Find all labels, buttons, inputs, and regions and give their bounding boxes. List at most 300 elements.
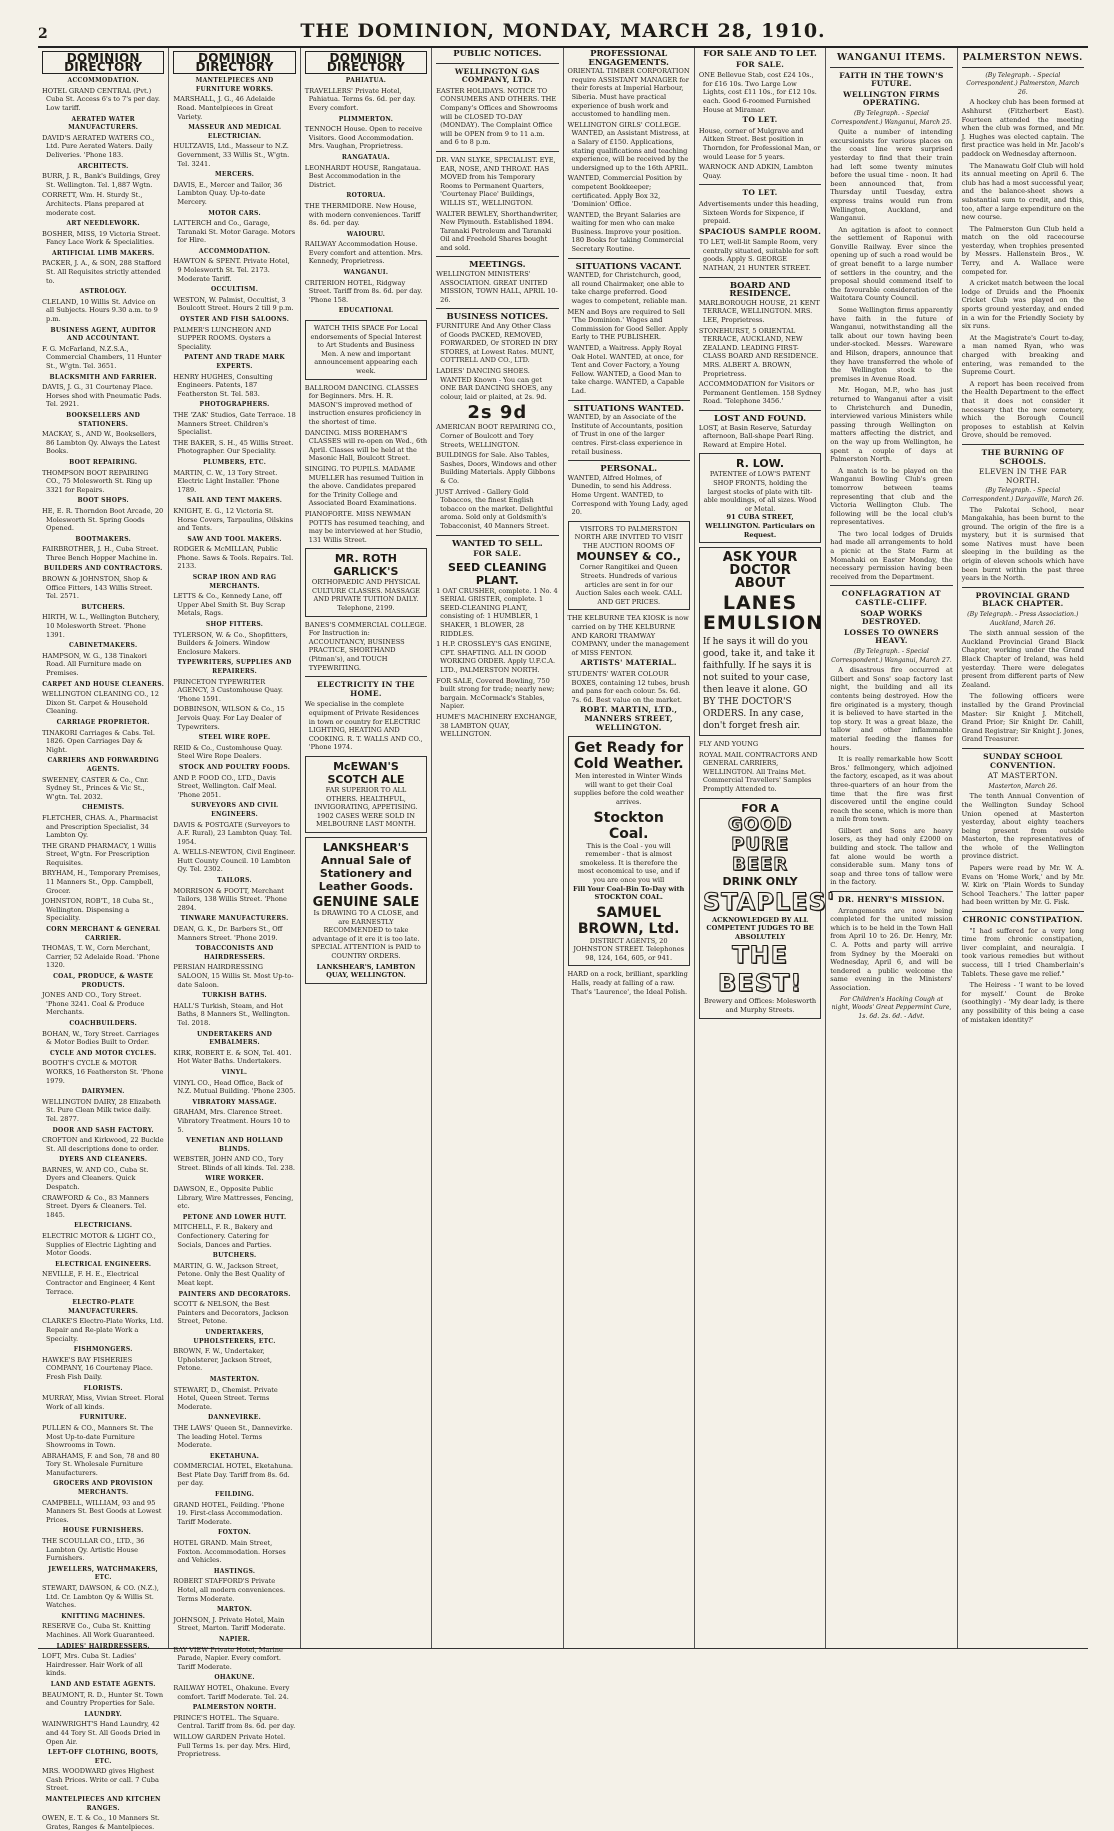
advert-mounsey (568, 521, 690, 611)
directory-entry: SWEENEY, CASTER & Co., Cnr. Sydney St., Princes & Vic St., W'gtn. Tel. 2032. (42, 775, 149, 801)
public-notices-column (432, 48, 563, 1648)
article-paragraph: Some Wellington firms apparently have faith in the future of Wanganui, notwithstanding all the talk about our town having been under-stocked. Messrs. Wareware and Hilson, drapers, announce that they have transferred the whole of the Wellington stock to the premises in Avenue Road. (830, 306, 953, 383)
notice-gas-company: EASTER HOLIDAYS. NOTICE TO CONSUMERS AND OTHERS. THE Company's Offices and Showrooms will be CLOSED TO-DAY (MONDAY). The Complaint Office will be OPEN from 9 to 11 a.m. and 6 to 8 p.m. (436, 86, 558, 147)
ad-situations-wanted: WANTED, by an Associate of the Institute of Accountants, position of Trust in one of the larger centres. First-class experience in retail business. (567, 413, 683, 456)
directory-entry: WEBSTER, JOHN AND CO., Tory Street. Blinds of all kinds. Tel. 238. (173, 1155, 296, 1172)
advert-ballroom: BALLROOM DANCING. CLASSES for Beginners. Mrs. H. R. MASON'S improved method of instruction ensures proficiency in the shortest of time. (304, 383, 422, 426)
directory-entry: WESTON, W. Palmist, Occultist, 3 Boulcott Street. Hours 2 till 9 p.m. (173, 295, 294, 313)
article-paragraph: The following officers were installed by the Grand Provincial Master: Sir Knight J. Mitchell, Grand Prior; Sir Knight Dr. Cahill, Grand Registrar; Sir Knight J. Jones, Grand Treasurer. (961, 692, 1084, 744)
article-paragraph: The two local lodges of Druids had made all arrangements to hold a picnic at the State Farm at Momahaki on Easter Monday, the necessary permission having been received from the Department. (830, 529, 953, 581)
article-paragraph: A report has been received from the Health Department to the effect that it does not consider it necessary that the new cemetery, which the Borough Council proposes to establish at Kelvin Grove, should be removed. (961, 379, 1084, 440)
directory-section-heading: UNDERTAKERS, UPHOLSTERERS, ETC. (193, 1328, 276, 1345)
article-subheadline: ELEVEN IN THE FAR NORTH. (978, 467, 1067, 485)
directory-entry: WELLINGTON CLEANING CO., 12 Dixon St. Carpet & Household Cleaning. (42, 690, 159, 716)
directory-section-heading: KNITTING MACHINES. (61, 1612, 146, 1620)
directory-entry: PALMER'S LUNCHEON AND SUPPER ROOMS. Oysters a Speciality. (173, 325, 272, 351)
directory-section-heading: BUTCHERS. (212, 1252, 257, 1260)
directory-section-heading: MANTELPIECES AND KITCHEN RANGES. (45, 1796, 161, 1812)
directory-section-heading: ACCOMMODATION. (67, 77, 139, 85)
directory-section-heading: PETONE AND LOWER HUTT. (182, 1213, 287, 1221)
directory-section-heading: ARCHITECTS. (77, 162, 129, 170)
ad-accommodation: ACCOMMODATION for Visitors or Permanent Gentlemen. 158 Sydney Road. 'Telephone 3456.' (698, 380, 822, 406)
directory-entry: DAVIS, E., Mercer and Tailor, 36 Lambton Quay. Up-to-date Mercery. (173, 180, 283, 206)
article-dateline: (By Telegraph. - Special Correspondent.) Dargaville, March 26. (961, 487, 1084, 503)
article-paragraph: Gilbert and Sons are heavy losers, as they had only £2000 on building and stock. The tallow and fat alone would be worth a considerable sum. Many tons of soap and three tons of tallow were in the factory. (830, 826, 953, 887)
directory-section-heading: FOXTON. (218, 1529, 252, 1537)
ad-polish: HARD on a rock, brilliant, sparkling Halls, ready at falling of a raw. That's 'Laurence', the Ideal Polish. (567, 970, 688, 996)
advert-text: FOR A (741, 801, 779, 815)
directory-entry: SCOTT & NELSON, the Best Painters and Decorators, Jackson Street, Petone. (173, 1300, 289, 1326)
advert-headline: McEWAN'S SCOTCH ALE (327, 759, 405, 786)
palmerston-news-column (958, 48, 1088, 1648)
directory-section-heading: WAIOURU. (346, 230, 386, 238)
article-dateline: Masterton, March 26. (988, 782, 1058, 790)
ad-stonehurst: STONEHURST, 5 ORIENTAL TERRACE, AUCKLAND, NEW ZEALAND. LEADING FIRST-CLASS BOARD AND RESIDENCE. MRS. ALBERT A. BROWN, Proprietress. (698, 326, 819, 378)
advert-headline: ELECTRICITY IN THE HOME. (317, 680, 415, 698)
directory-section-heading: MERCERS. (214, 171, 255, 179)
divider (830, 891, 952, 892)
directory-section-heading: MARTON. (216, 1606, 253, 1614)
price-display: 2s 9d (467, 402, 528, 424)
directory-entry: VINYL CO., Head Office, Back of N.Z. Mutual Building. 'Phone 2305. (173, 1078, 296, 1096)
directory-entry: WELLINGTON DAIRY, 28 Elizabeth St. Pure Clean Milk twice daily. Tel. 2877. (42, 1097, 161, 1123)
advert-stockton-coal (568, 736, 690, 966)
notice-buildings: BUILDINGS for Sale. Also Tables, Sashes, Doors, Windows and other Building Materials. Apply Gibbons & Co. (436, 451, 557, 485)
directory-entry: BOSHER, MISS, 19 Victoria Street. Fancy Lace Work & Specialities. (42, 229, 161, 247)
directory-entry: CRITERION HOTEL, Ridgway Street. Tariff from 8s. 6d. per day. 'Phone 158. (304, 278, 423, 304)
advert-footer: 91 CUBA STREET, WELLINGTON. Particulars on Request. (705, 513, 815, 539)
article-dateline: (By Telegraph. - Press Association.) Auckland, March 26. (967, 611, 1079, 627)
divider (436, 535, 558, 536)
advert-electricity: We specialise in the complete equipment of Private Residences in town or country for ELECTRIC LIGHTING, HEATING AND COOKING. R. T. WALLS AND CO., 'Phone 1974. (304, 700, 423, 752)
advert-roth-garlick (305, 548, 427, 616)
directory-entry: NEVILLE, F. H. E., Electrical Contractor and Engineer, 4 Kent Terrace. (42, 1270, 155, 1296)
directory-heading: DOMINION DIRECTORY (305, 51, 427, 74)
advert-text: Men interested in Winter Winds will want to get their Coal supplies before the cold weather arrives. (573, 772, 684, 806)
directory-entry: JONES AND CO., Tory Street. 'Phone 3241. Coal & Produce Merchants. (42, 991, 145, 1017)
advert-headline: Stockton Coal. (593, 809, 664, 842)
directory-entry: GRAND HOTEL, Feilding. 'Phone 19. First-class Accommodation. Tariff Moderate. (173, 1500, 285, 1526)
advert-text: FAR SUPERIOR TO ALL OTHERS. HEALTHFUL, INVIGORATING, APPETISING. 1902 CASES WERE SOLD IN MELBOURNE LAST MONTH. (314, 785, 418, 829)
directory-entry: DAWSON, E., Opposite Public Library, Wire Mattresses, Fencing, etc. (173, 1185, 294, 1211)
article-headline: WANGANUI ITEMS. (837, 53, 946, 63)
directory-section-heading: DANNEVIRKE. (208, 1414, 262, 1422)
situations-column (564, 48, 695, 1648)
directory-entry: HE, E. R. Thorndon Boot Arcade, 20 Molesworth St. Spring Goods Opened. (42, 506, 164, 533)
article-dateline: (By Telegraph. - Special Correspondent.) Wanganui, March 27. (831, 648, 952, 664)
divider (962, 911, 1084, 912)
advert-product: LANES EMULSION (702, 592, 824, 635)
directory-section-heading: STEEL WIRE ROPE. (198, 734, 271, 742)
advert-headline: GOOD PURE BEER (727, 813, 793, 875)
ad-kelburne: THE KELBURNE TEA KIOSK is now carried on by THE KELBURNE AND KARORI TRAMWAY COMPANY, under the management of MISS FENTON. (567, 614, 690, 657)
notice-plant-list: 1 OAT CRUSHER, complete. 1 No. 4 SERIAL GRISTER, complete. 1 SEED-CLEANING PLANT, consisting of: 1 HUMBLER, 1 SHAKER, 1 BLOWER, 28 RIDDLES. (436, 586, 558, 638)
directory-entry: PRINCE'S HOTEL. The Square. Central. Tariff from 8s. 6d. per day. (173, 1713, 296, 1731)
section-heading: SITUATIONS VACANT. (575, 261, 682, 272)
divider (962, 748, 1084, 749)
divider (830, 67, 952, 68)
advert-staples-beer (699, 798, 836, 1019)
divider (436, 308, 558, 309)
directory-entry: ELECTRIC MOTOR & LIGHT CO., Supplies of Electric Lighting and Motor Goods. (42, 1232, 157, 1258)
directory-entry: MACKAY, S., AND W., Booksellers, 86 Lambton Qy. Always the Latest Books. (42, 430, 161, 456)
directory-list-3 (305, 77, 427, 304)
directory-section-heading: PHOTOGRAPHERS. (199, 401, 270, 409)
directory-entry: BAY VIEW Private Hotel, Marine Parade, Napier. Every comfort. Tariff Moderate. (173, 1645, 283, 1671)
article-paragraph: The sixth annual session of the Auckland Provincial Grand Black Chapter, working under the Grand Black Chapter of Ireland, was held yesterday. There were delegates present from different parts of New Zealand. (961, 629, 1084, 689)
ad-parkin: WANTED, the Bryant Salaries are waiting for men who can make Business. Improve your position. 180 Books for taking Commercial Secretary Routine. (567, 210, 684, 254)
directory-entry: TRAVELLERS' Private Hotel, Pahiatua. Terms 6s. 6d. per day. Every comfort. (304, 86, 416, 112)
column-heading: PROFESSIONAL ENGAGEMENTS. (588, 49, 669, 68)
advert-text: This is the Coal - you will remember - that is almost smokeless. It is therefore the most economical to use, and if you are once you will (577, 841, 680, 884)
directory-column-1 (38, 48, 169, 1831)
classifieds-column (695, 48, 836, 1648)
advert-text: ORTHOPAEDIC AND PHYSICAL CULTURE CLASSES. MASSAGE AND PRIVATE TUITION DAILY. Telephone, 2199. (311, 578, 420, 613)
directory-section-heading: JEWELLERS, WATCHMAKERS, ETC. (48, 1565, 159, 1582)
article-headline: CONFLAGRATION AT CASTLE-CLIFF. (841, 589, 942, 608)
advert-text: Corner Rangitikei and Queen Streets. Hundreds of various articles are sent in for our Auction Sales each week. CALL AND GET PRICES. (575, 563, 682, 606)
directory-section-heading: PALMERSTON NORTH. (192, 1704, 277, 1712)
directory-section-heading: ROTORUA. (346, 192, 386, 200)
directory-entry: LEONHARDT HOUSE, Rangataua. Best Accommodation in the District. (304, 163, 421, 189)
directory-section-heading: CARPET AND HOUSE CLEANERS. (42, 680, 165, 688)
divider (436, 63, 558, 64)
directory-entry: CRAWFORD & Co., 83 Manners Street. Dyers & Cleaners. Tel. 1845. (42, 1193, 149, 1219)
advert-headline: R. LOW. (736, 457, 785, 471)
advert-text: DRINK ONLY (722, 874, 798, 888)
directory-entry: STEWART, D., Chemist. Private Hotel, Queen Street. Terms Moderate. (173, 1385, 278, 1411)
article-headline: SUNDAY SCHOOL CONVENTION. (983, 751, 1063, 770)
directory-section-heading: OHAKUNE. (214, 1674, 255, 1682)
directory-entry: THE GRAND PHARMACY, 1 Willis Street, W'gtn. For Prescription Requisites. (42, 841, 157, 867)
directory-entry: REID & Co., Customhouse Quay. Steel Wire Rope Dealers. (173, 743, 283, 761)
article-paragraph: Quite a number of intending excursionists for various places on the coast line were surprised yesterday to find that their train had left some twenty minutes before the usual time - noon. It had been announced that, from Thursday until Tuesday, extra express trains would run from Wellington, Auckland, and Wanganui. (830, 128, 953, 223)
directory-section-heading: LAND AND ESTATE AGENTS. (50, 1680, 156, 1688)
ad-fly-young-head: FLY AND YOUNG (698, 740, 759, 749)
directory-section-heading: FEILDING. (215, 1491, 255, 1499)
directory-section-heading: DOOR AND SASH FACTORY. (52, 1126, 154, 1134)
directory-section-heading: BOOT REPAIRING. (69, 458, 138, 466)
wanganui-items-column (826, 48, 957, 1648)
directory-entry: CLARKE'S Electro-Plate Works, Ltd. Repair and Re-plate Work a Specialty. (42, 1317, 164, 1343)
directory-entry: CORRETT, Wm. H. Sturdy St., Architects. Plans prepared at moderate cost. (42, 191, 145, 217)
divider (962, 444, 1084, 445)
directory-entry: DAVIS, J. G., 31 Courtenay Place. Horses shod with Pneumatic Pads. Tel. 2921. (42, 383, 162, 409)
ad-rates: Advertisements under this heading, Sixteen Words for Sixpence, if prepaid. (698, 199, 819, 226)
directory-entry: HULTZAVIS, Ltd., Masseur to N.Z. Government, 33 Willis St., W'gtn. Tel. 3241. (173, 142, 290, 168)
advert-headline: ASK YOUR DOCTOR ABOUT (722, 550, 798, 592)
advert-text: DISTRICT AGENTS, 20 JOHNSTON STREET. Telephones 98, 124, 164, 605, or 941. (573, 936, 685, 962)
advert-low (699, 453, 821, 543)
directory-section-heading: CORN MERCHANT & GENERAL CARRIER. (46, 926, 161, 942)
directory-entry: COMMERCIAL HOTEL, Eketahuna. Best Plate Day. Tariff from 8s. 6d. per day. (173, 1462, 293, 1488)
directory-section-heading: COACHBUILDERS. (69, 1019, 137, 1027)
advert-text: Fill Your Coal-Bin To-Day with STOCKTON COAL. (573, 884, 685, 902)
article-paragraph: The Manawatu Golf Club will hold its annual meeting on April 6. The club has had a most successful year, and the balance-sheet shows a substantial sum to credit, and this, too, after a large expenditure on the new course. (961, 161, 1084, 222)
article-paragraph: The Palmerston Gun Club held a match on the old racecourse yesterday, when trophies presented by Messrs. Hallenstein Bros., W. Terry, and A. Wallace were competed for. (961, 224, 1084, 276)
directory-section-heading: ELECTRICAL ENGINEERS. (55, 1260, 152, 1268)
directory-section-heading: CABINETMAKERS. (69, 642, 138, 650)
article-paragraph: "I had suffered for a very long time from chronic constipation, liver complaint, and neuralgia. I took various remedies but without success, till I tried Chamberlain's Tablets. These gave me relief." (961, 926, 1084, 978)
directory-entry: MRS. WOODWARD gives Highest Cash Prices. Write or call. 7 Cuba Street. (42, 1767, 159, 1793)
section-heading: SITUATIONS WANTED. (573, 403, 684, 414)
directory-section-heading: ELECTRICIANS. (74, 1222, 133, 1230)
directory-entry: WILLOW GARDEN Private Hotel. Full Terms 1s. per day. Mrs. Hird, Proprietress. (173, 1732, 291, 1759)
directory-entry: TYLERSON, W. & Co., Shopfitters, Builders & Joiners. Window Enclosure Makers. (173, 630, 288, 656)
directory-section-heading: BOOTMAKERS. (75, 535, 132, 543)
directory-section-heading: BUTCHERS. (81, 603, 126, 611)
directory-section-heading: PATENT AND TRADE MARK EXPERTS. (184, 354, 285, 370)
directory-section-heading: PLIMMERTON. (338, 115, 394, 123)
directory-entry: THE BAKER, S. H., 45 Willis Street. Photographer. Our Speciality. (173, 438, 294, 456)
directory-entry: PULLEN & CO., Manners St. The Most Up-to-date Furniture Showrooms in Town. (42, 1423, 154, 1450)
column-heading: PUBLIC NOTICES. (453, 49, 542, 59)
divider (962, 587, 1084, 588)
directory-entry: BARNES, W. AND CO., Cuba St. Dyers and Cleaners. Quick Despatch. (42, 1165, 149, 1192)
ad-fly-young: ROYAL MAIL CONTRACTORS AND GENERAL CARRIERS, WELLINGTON. All Trains Met. Commercial Travellers' Samples Promptly Attended to. (698, 750, 818, 794)
ad-warnock: WARNOCK AND ADKIN, Lambton Quay. (698, 163, 813, 180)
ad-artists: STUDENTS' WATER COLOUR BOXES, containing 12 tubes, brush and pans for each colour. 5s. 6d. 7s. 6d. Best value on the market. (567, 670, 690, 704)
directory-section-heading: WIRE WORKER. (205, 1175, 264, 1183)
section-heading: WANTED TO SELL. (451, 538, 543, 549)
divider (568, 258, 690, 259)
directory-section-heading: TURKISH BATHS. (202, 992, 267, 1000)
advert-text: WATCH THIS SPACE For Local endorsements of Special Interest to Art Students and Business Men. A new and important announcement appearing each week. (310, 324, 422, 375)
ad-personal: WANTED, Alfred Holmes, of Dunedin, to send his Address. Home Urgent. WANTED, to Correspond with Young Lady, aged 20. (567, 473, 689, 517)
directory-entry: HAMPSON, W. G., 138 Tinakori Road. All Furniture made on Premises. (42, 651, 147, 677)
directory-entry: MORRISON & FOOTT, Merchant Tailors, 138 Willis Street. 'Phone 2894. (173, 886, 287, 912)
directory-entry: CAMPBELL, WILLIAM, 93 and 95 Manners St. Best Goods at Lowest Prices. (42, 1498, 162, 1524)
directory-list-2 (173, 77, 295, 1759)
section-heading: PERSONAL. (600, 464, 658, 475)
directory-section-heading: BUILDERS AND CONTRACTORS. (43, 565, 163, 573)
article-headline: DR. HENRY'S MISSION. (838, 895, 945, 905)
directory-entry: ABRAHAMS, F. and Son, 78 and 80 Tory St. Wholesale Furniture Manufacturers. (42, 1451, 160, 1477)
advert-headline: LANKSHEAR'S Annual Sale of Stationery and Leather Goods. (318, 840, 414, 893)
divider (699, 277, 821, 278)
notice-american-boot: AMERICAN BOOT REPAIRING CO., Corner of Boulcott and Tory Streets, WELLINGTON. (436, 423, 556, 449)
ad-marlborough: MARLBOROUGH HOUSE, 21 KENT TERRACE, WELLINGTON. MRS. LEE, Proprietress. (698, 298, 820, 325)
directory-entry: MARTIN, C. W., 13 Tory Street. Electric Light Installer. 'Phone 1789. (173, 468, 280, 494)
advert-headline: SAMUEL BROWN, Ltd. (577, 904, 680, 937)
section-heading: BOARD AND RESIDENCE. (729, 280, 791, 300)
directory-section-heading: ELECTRO-PLATE MANUFACTURERS. (68, 1299, 139, 1315)
directory-section-heading: SURVEYORS AND CIVIL ENGINEERS. (191, 802, 278, 818)
directory-heading: DOMINION DIRECTORY (173, 51, 295, 74)
directory-entry: THE THERMIDORE. New House, with modern conveniences. Tariff 8s. 6d. per day. (304, 201, 421, 228)
newspaper-title: THE DOMINION, MONDAY, MARCH 28, 1910. (300, 20, 826, 42)
advert-headline: MOUNSEY & CO., (576, 550, 681, 564)
directory-entry: DAVID'S AERATED WATERS CO., Ltd. Pure Aerated Waters. Daily Deliveries. 'Phone 183. (42, 133, 155, 159)
directory-section-heading: PLUMBERS, ETC. (202, 458, 267, 466)
directory-section-heading: TAILORS. (217, 877, 252, 885)
notice-misc: JUST Arrived - Gallery Gold Tobaccos, the finest English tobacco on the market. Delightful aroma. Sold only at Goldsmith's Tobacconist, 40 Manners Street. (436, 487, 553, 530)
directory-section-heading: BUSINESS AGENT, AUDITOR AND ACCOUNTANT. (50, 326, 156, 343)
directory-entry: AND P. FOOD CO., LTD., Davis Street, Wellington. Calf Meal. 'Phone 2051. (173, 773, 277, 799)
ad-christchurch: WANTED, for Christchurch, good, all round Chairmaker, one able to take charge preferred. Good wages to competent, reliable man. (567, 271, 688, 306)
divider (305, 676, 427, 677)
directory-section-heading: BOOKSELLERS AND STATIONERS. (66, 411, 141, 428)
directory-section-heading: OCCULTISM. (211, 286, 259, 294)
directory-section-heading: WANGANUI. (343, 269, 389, 277)
directory-section-heading: ART NEEDLEWORK. (66, 220, 140, 228)
divider (436, 151, 558, 152)
divider (830, 585, 952, 586)
article-paragraph: Mr. Hogan, M.P., who has just returned to Wanganui after a visit to Christchurch and Dunedin, interviewed various Ministers while passing through Wellington on matters affecting the district, and on the way up from Wellington, he spent a couple of days at Palmerston North. (830, 386, 953, 464)
article-subheadline: SOAP WORKS DESTROYED. (860, 608, 923, 627)
directory-section-heading: COAL, PRODUCE, & WASTE PRODUCTS. (53, 973, 154, 989)
article-paragraph: The tenth Annual Convention of the Wellington Sunday School Union opened at Masterton yesterday, about eighty teachers being present from outside Masterton, the representatives of the whole of the Wellington province district. (961, 792, 1084, 861)
advert-footer: For Children's Hacking Cough at night, Woods' Great Peppermint Cure, 1s. 6d. 2s. 6d. - Advt. (831, 995, 952, 1020)
directory-section-heading: ASTROLOGY. (79, 288, 127, 296)
notice-bewley: WALTER BEWLEY, Shorthandwriter, New Plymouth. Established 1894. Taranaki Petroleum and Taranaki Oil and Freehold Shares bought and sold. (436, 209, 558, 252)
directory-section-heading: SCRAP IRON AND RAG MERCHANTS. (192, 574, 277, 590)
directory-entry: BROWN & JOHNSTON, Shop & Office Fitters, 143 Willis Street. Tel. 2571. (42, 575, 153, 601)
article-subheadline: LOSSES TO OWNERS HEAVY. (843, 627, 939, 646)
columns (38, 48, 1088, 1831)
article-headline: PROVINCIAL GRAND BLACK CHAPTER. (975, 590, 1070, 609)
directory-entry: DOBBINSON, WILSON & Co., 15 Jervois Quay. For Lay Dealer of Typewriters. (173, 705, 285, 731)
directory-section-heading: EKETAHUNA. (209, 1452, 260, 1460)
ad-lost: LOST, at Basin Reserve, Saturday afternoon, Ball-shape Pearl Ring. Reward at Empire Hotel. (698, 423, 814, 449)
directory-section-heading: CARRIERS AND FORWARDING AGENTS. (47, 757, 159, 773)
directory-entry: KIRK, ROBERT E. & SON, Tel. 401. Hot Water Baths. Undertakers. (173, 1048, 292, 1066)
notice-bowling: FOR SALE, Covered Bowling, 750 built strong for trade; nearly new; bargain. McCormack's Stables, Napier. (436, 676, 555, 711)
divider (962, 67, 1084, 68)
directory-entry: THOMPSON BOOT REPAIRING CO., 75 Molesworth St. Ring up 3321 for Repairs. (42, 468, 153, 494)
ad-house: House, corner of Mulgrave and Aitken Street. Best position in Thorndon, for Professional Man, or would Lease for 5 years. (698, 126, 821, 161)
directory-section-heading: LEFT-OFF CLOTHING, BOOTS, ETC. (47, 1749, 159, 1765)
directory-column-3 (301, 48, 432, 1648)
article-paragraph: A cricket match between the local lodge of Druids and the Phoenix Cricket Club was played on the sports ground yesterday, and ended in a win for the Friendly Society by six runs. (961, 279, 1084, 331)
directory-section-heading: BOOT SHOPS. (77, 497, 129, 505)
directory-entry: PRINCETON TYPEWRITER AGENCY, 3 Customhouse Quay. 'Phone 1591. (173, 677, 283, 703)
directory-section-heading: SAIL AND TENT MAKERS. (186, 497, 283, 505)
directory-section-heading: VINYL. (221, 1068, 248, 1076)
directory-entry: FAIRBROTHER, J. H., Cuba Street. Three Bench Hopper Machine in. (42, 545, 159, 562)
directory-entry: CLELAND, 10 Willis St. Advice on all Subjects. Hours 9.30 a.m. to 9 p.m. (42, 297, 158, 324)
directory-entry: BOOTH'S CYCLE & MOTOR WORKS, 16 Featherston St. 'Phone 1979. (42, 1059, 164, 1085)
section-heading: SPACIOUS SAMPLE ROOM. (698, 226, 822, 236)
advert-singing: SINGING. TO PUPILS. MADAME MUELLER has resumed Tuition in the above. Candidates prepared for the Trinity College and Associated Board Examinations. (304, 464, 424, 508)
article-paragraph: The Pakotai School, near Mangakahia, has been burnt to the ground. The origin of the fire is a mystery, but it is surmised that some Natives must have been sleeping in the building as the origin of eleven schools which have been burnt within the past three years in the North. (961, 505, 1084, 583)
directory-section-heading: ACCOMMODATION. (198, 247, 271, 255)
section-heading: MEETINGS. (469, 260, 526, 271)
advert-footer: Brewery and Offices: Molesworth and Murphy Streets. (703, 997, 817, 1015)
article-headline: THE BURNING OF SCHOOLS. (981, 447, 1065, 466)
directory-entry: PACKER, J. A., & SON, 288 Stafford St. All Requisites strictly attended to. (42, 259, 162, 285)
article-subheadline: FAITH IN THE TOWN'S FUTURE. (839, 70, 944, 89)
directory-entry: GRAHAM, Mrs. Clarence Street. Vibratory Treatment. Hours 10 to 5. (173, 1108, 291, 1134)
directory-entry: DAVIS & POSTGATE (Surveyors to A.F. Rural), 23 Lambton Quay. Tel. 1954. (173, 820, 292, 846)
directory-section-heading: FURNITURE. (79, 1414, 127, 1422)
directory-entry: TINAKORI Carriages & Cabs. Tel. 1826. Open Carriages Day & Night. (42, 728, 156, 754)
directory-entry: JOHNSTON, ROB'T., 18 Cuba St., Wellington. Dispensing a Speciality. (42, 897, 154, 923)
directory-entry: RAILWAY Accommodation House. Every comfort and attention. Mrs. Kennedy, Proprietress. (304, 240, 423, 266)
advert-text: PATENTEE of LOW'S PATENT SHOP FRONTS, holding the largest stocks of plate with tilt-able mouldings, of all sizes. Wood or Metal. (703, 470, 817, 513)
directory-entry: BOHAN, W., Tory Street. Carriages & Motor Bodies Built to Order. (42, 1029, 159, 1047)
directory-entry: WAINWRIGHT'S Hand Laundry, 42 and 44 Tory St. All Goods Dried in Open Air. (42, 1720, 161, 1746)
section-heading: FOR SALE. (735, 59, 785, 69)
column-heading: FOR SALE AND TO LET. (703, 49, 817, 59)
directory-section-heading: CHEMISTS. (82, 804, 125, 812)
notice-furniture: FURNITURE And Any Other Class of Goods PACKED, REMOVED, FORWARDED, Or STORED IN DRY STORES, at Lowest Rates. MUNT, COTTRELL AND CO., LTD. (436, 322, 558, 365)
advert-lankshear (305, 837, 427, 984)
divider (568, 400, 690, 401)
article-paragraph: Arrangements are now being completed for the united mission which is to be held in the Town Hall from April 10 to 26. Dr. Henry, Mr. C. A. Potts and party will arrive from Sydney by the Moeraki on Wednesday, April 6, and will be tendered a public welcome the same evening in the Ministers' Association. (830, 906, 953, 992)
section-heading: TO LET. (742, 188, 778, 198)
notice-crossley: 1 H.P. CROSSLEY'S GAS ENGINE, CPT. SHAFTING. ALL IN GOOD WORKING ORDER. Apply U.F.C.A. LTD., PALMERSTON NORTH. (436, 640, 556, 675)
directory-entry: BROWN, F. W., Undertaker, Upholsterer, Jackson Street, Petone. (173, 1347, 272, 1373)
page-number: 2 (38, 26, 48, 42)
article-paragraph: A match is to be played on the Wanganui Bowling Club's green tomorrow between teams representing that club and the Victoria Wellington Club. The following will be the local club's representatives. (830, 466, 953, 527)
directory-entry: KNIGHT, E. G., 12 Victoria St. Horse Covers, Tarpaulins, Oilskins and Tents. (173, 506, 294, 533)
directory-section-heading: PAHIATUA. (345, 77, 387, 85)
ad-dominion-sellers: MEN and Boys are required to Sell 'The Dominion.' Wages and Commission for Good Seller. Apply Early to THE PUBLISHER. (567, 307, 688, 342)
advert-product: STAPLES' (702, 887, 836, 916)
directory-entry: MITCHELL, F. R., Bakery and Confectionery. Catering for Socials, Dances and Parties. (173, 1223, 273, 1249)
article-paragraph: A disastrous fire occurred at Gilbert and Sons' soap factory last night, the building and all its contents being destroyed. How the fire originated is a mystery, though it is believed to have started in the top story. It was a great blaze, the tallow and other inflammable material feeding the flames for hours. (830, 666, 953, 752)
directory-entry: ROBERT STAFFORD'S Private Hotel, all modern conveniences. Terms Moderate. (173, 1577, 286, 1603)
directory-entry: THE SCOULLAR CO., LTD., 36 Lambton Qy. Artistic House Furnishers. (42, 1537, 145, 1563)
directory-entry: FLETCHER, CHAS. A., Pharmacist and Prescription Specialist, 34 Lambton Qy. (42, 813, 158, 840)
directory-section-heading: VIBRATORY MASSAGE. (192, 1098, 277, 1106)
notice-van-slyke: DR. VAN SLYKE, SPECIALIST. EYE, EAR, NOSE, AND THROAT. HAS MOVED from his Temporary Rooms to Permanent Quarters, 'Courtenay Place' Buildings, WILLIS ST., WELLINGTON. (436, 155, 556, 207)
directory-entry: HAWKE'S BAY FISHERIES COMPANY, 16 Courtenay Place. Fresh Fish Daily. (42, 1355, 153, 1381)
directory-entry: RODGER & McMILLAN, Public Phone. Saws & Tools. Repairs. Tel. 2133. (173, 545, 294, 571)
section-heading: EDUCATIONAL (338, 307, 394, 315)
directory-entry: TENNOCH House. Open to receive Visitors. Good Accommodation. Mrs. Vaughan, Proprietress. (304, 125, 423, 151)
directory-section-heading: GROCERS AND PROVISION MERCHANTS. (53, 1480, 154, 1497)
directory-section-heading: HOUSE FURNISHERS. (62, 1527, 144, 1535)
advert-pianoforte: PIANOFORTE. MISS NEWMAN POTTS has resumed teaching, and may be interviewed at her Studio, 131 Willis Street. (304, 509, 425, 544)
directory-section-heading: BLACKSMITH AND FARRIER. (49, 373, 157, 381)
advert-headline: ARTISTS' MATERIAL. (580, 658, 677, 668)
directory-entry: JOHNSON, J. Private Hotel, Main Street, Marton. Tariff Moderate. (173, 1615, 286, 1633)
directory-heading: DOMINION DIRECTORY (42, 51, 164, 74)
directory-section-heading: DYERS AND CLEANERS. (59, 1156, 148, 1164)
directory-entry: LETTS & Co., Kennedy Lane, off Upper Abel Smith St. Buy Scrap Metals, Rags. (173, 592, 286, 618)
directory-entry: HENRY HUGHES, Consulting Engineers. Patents, 187 Featherston St. Tel. 583. (173, 372, 273, 398)
directory-section-heading: SAW AND TOOL MAKERS. (187, 535, 282, 543)
article-dateline: (By Telegraph. - Special Correspondent.) Wanganui, March 25. (831, 109, 952, 126)
notice-machinery: HUME'S MACHINERY EXCHANGE, 38 LAMBTON QUAY, WELLINGTON. (436, 713, 558, 739)
advert-dancing: DANCING. MISS BOREHAM'S CLASSES will re-open on Wed., 6th April. Classes will be held at the Masonic Hall, Boulcott Street. (304, 428, 428, 463)
directory-entry: MURRAY, Miss, Vivian Street. Floral Work of all kinds. (42, 1394, 164, 1411)
directory-section-heading: FISHMONGERS. (73, 1346, 133, 1354)
directory-entry: LOFT, Mrs. Cuba St. Ladies' Hairdresser. Hair Work of all kinds. (42, 1652, 143, 1678)
article-headline: PALMERSTON NEWS. (962, 53, 1083, 63)
advert-footer: ROBT. MARTIN, LTD., MANNERS STREET, WELLINGTON. (580, 705, 678, 732)
advert-text: If he says it will do you good, take it, and take it faithfully. If he says it is not suited to your case, then leave it alone. GO BY THE DOCTOR'S ORDERS. In any case, don't forget fresh air. (702, 637, 815, 732)
advert-headline: Get Ready for Cold Weather. (573, 740, 684, 773)
advert-banes-college: BANES'S COMMERCIAL COLLEGE. For Instruction in: ACCOUNTANCY, BUSINESS PRACTICE, SHORTHAND (Pitman's), and TOUCH TYPEWRITING. (304, 620, 427, 672)
directory-entry: A. WELLS-NEWTON, Civil Engineer. Hutt County Council. 10 Lambton Qy. Tel. 2302. (173, 848, 296, 874)
advert-mcewans-ale (305, 756, 427, 833)
directory-entry: HAWTON & SPENT. Private Hotel, 9 Molesworth St. Tel. 2173. Moderate Tariff. (173, 257, 290, 283)
notice-ministers: WELLINGTON MINISTERS' ASSOCIATION. GREAT UNITED MISSION, TOWN HALL, APRIL 10-26. (436, 270, 558, 304)
directory-entry: MARSHALL, J. G., 46 Adelaide Road. Mantelpieces in Great Variety. (173, 95, 276, 121)
directory-section-heading: TOBACCONISTS AND HAIRDRESSERS. (195, 945, 274, 961)
directory-section-heading: MASTERTON. (209, 1375, 260, 1383)
article-paragraph: Papers were read by Mr. W. A. Evans on 'Home Work,' and by Mr. W. Kirk on 'Plain Words to Sunday School Teachers.' The latter paper had been written by Mr. G. Fisk. (961, 864, 1084, 907)
directory-section-heading: OYSTER AND FISH SALOONS. (180, 316, 290, 324)
directory-section-heading: TINWARE MANUFACTURERS. (180, 915, 289, 923)
ad-oriental-timber: ORIENTAL TIMBER CORPORATION require ASSISTANT MANAGER for their forests at Imperial Harbour, Siberia. Must have practical experience of bush work and accustomed to handling men. (567, 67, 690, 119)
directory-entry: THOMAS, T. W., Corn Merchant, Carrier, 52 Adelaide Road. 'Phone 1320. (42, 944, 160, 970)
directory-entry: DEAN, G. K., Dr. Barbers St., Off Manners Street. 'Phone 2019. (173, 925, 283, 942)
article-paragraph: A hockey club has been formed at Ashhurst (Fitzherbert East). Fourteen attended the meeting when the club was formed, and Mr. J. Hughes was elected captain. The first practice was held in Mr. Jacob's paddock on Wednesday afternoon. (961, 98, 1084, 158)
